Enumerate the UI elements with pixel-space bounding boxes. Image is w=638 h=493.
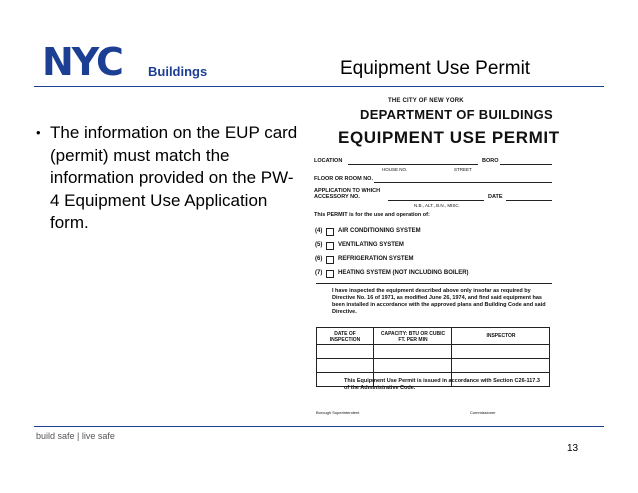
- permit-floor-line: [374, 182, 552, 183]
- footer-tagline: build safe | live safe: [36, 431, 115, 441]
- permit-floor-label: FLOOR OR ROOM NO.: [314, 176, 373, 182]
- permit-street: STREET: [454, 167, 472, 172]
- permit-heading: EQUIPMENT USE PERMIT: [338, 128, 560, 147]
- nyc-buildings-logo: [42, 40, 212, 84]
- permit-sig-right: Commissioner: [470, 410, 496, 415]
- permit-item-label: HEATING SYSTEM (NOT INCLUDING BOILER): [338, 270, 469, 276]
- page-number: 13: [567, 443, 579, 454]
- permit-divider: [316, 283, 552, 284]
- permit-item-label: VENTILATING SYSTEM: [338, 242, 404, 248]
- logo-buildings-text: Buildings: [148, 64, 208, 79]
- permit-date-label: DATE: [488, 194, 503, 200]
- checkbox-icon: [326, 270, 334, 278]
- table-row-divider: [317, 344, 549, 345]
- permit-certification: I have inspected the equipment described above only insofar as required by Directive No. 16 of 1971, as modified June 26, 1974, and find said equipment has been installed in accordance with the approved plans and Building Code and said Directive.: [332, 288, 546, 315]
- permit-sig-left: Borough Superintendent: [316, 410, 360, 415]
- logo-nyc-text: NYC: [42, 40, 122, 84]
- permit-city: THE CITY OF NEW YORK: [388, 98, 464, 104]
- header-divider: [34, 86, 604, 87]
- permit-for-text: This PERMIT is for the use and operation of:: [314, 212, 430, 218]
- table-row-divider: [317, 372, 549, 373]
- permit-form-image: [302, 92, 568, 422]
- bullet-text: The information on the EUP card (permit) must match the information provided on the PW-4 Equipment Use Application form.: [50, 123, 298, 232]
- permit-location-line: [348, 164, 478, 165]
- permit-boro-line: [500, 164, 552, 165]
- permit-date-line: [506, 200, 552, 201]
- table-row-divider: [317, 358, 549, 359]
- bullet-dot-icon: •: [36, 125, 41, 140]
- permit-nb-alt: N.B., ALT., B.N., MISC.: [414, 203, 460, 208]
- permit-item-num: (5): [315, 242, 323, 248]
- checkbox-icon: [326, 256, 334, 264]
- bullet-list: [36, 122, 300, 235]
- checkbox-icon: [326, 228, 334, 236]
- permit-application-line: [388, 200, 484, 201]
- permit-item-num: (7): [315, 270, 323, 276]
- table-header-capacity: CAPACITY: BTU OR CUBIC FT. PER MIN: [380, 331, 446, 343]
- table-header-date: DATE OF INSPECTION: [329, 331, 361, 343]
- permit-department: DEPARTMENT OF BUILDINGS: [360, 107, 553, 122]
- permit-item-label: AIR CONDITIONING SYSTEM: [338, 228, 421, 234]
- permit-item-num: (4): [315, 228, 323, 234]
- permit-boro-label: BORO: [482, 158, 499, 164]
- checkbox-icon: [326, 242, 334, 250]
- footer-divider: [34, 426, 604, 427]
- permit-footnote: This Equipment Use Permit is issued in accordance with Section C26-117.3 of the Administrative Code.: [344, 378, 540, 391]
- permit-house-no: HOUSE NO.: [382, 167, 408, 172]
- permit-location-label: LOCATION: [314, 158, 343, 164]
- permit-application-label: APPLICATION TO WHICH ACCESSORY NO.: [314, 188, 381, 200]
- permit-item-label: REFRIGERATION SYSTEM: [338, 256, 414, 262]
- table-header-inspector: INSPECTOR: [486, 333, 516, 339]
- slide-title: Equipment Use Permit: [340, 58, 531, 79]
- permit-item-num: (6): [315, 256, 323, 262]
